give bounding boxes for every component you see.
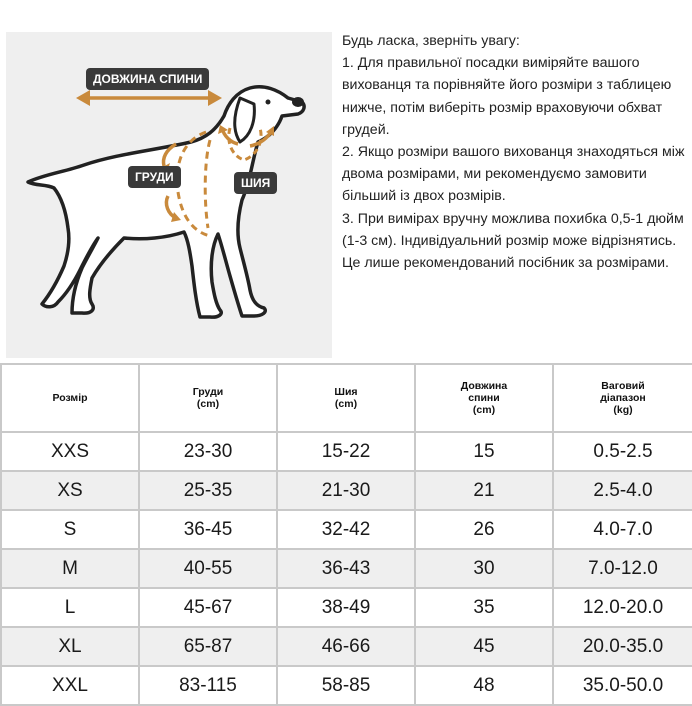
table-row [1, 627, 692, 666]
sizing-notes [342, 30, 687, 274]
header-chest: Груди (cm) [139, 364, 277, 432]
chest-cell: 65-87 [139, 627, 277, 666]
size-cell: L [1, 588, 139, 627]
back-length-cell: 21 [415, 471, 553, 510]
chest-cell: 36-45 [139, 510, 277, 549]
weight-cell: 4.0-7.0 [553, 510, 692, 549]
size-chart-table [0, 363, 692, 706]
back-length-label: ДОВЖИНА СПИНИ [86, 68, 209, 90]
chest-cell: 23-30 [139, 432, 277, 471]
back-length-cell: 35 [415, 588, 553, 627]
note-item: 3. При вимірах вручну можлива похибка 0,5-1 дюйм (1-3 см). Індивідуальний розмір може відрізнятись. [342, 210, 684, 249]
chest-cell: 83-115 [139, 666, 277, 705]
weight-cell: 2.5-4.0 [553, 471, 692, 510]
weight-cell: 35.0-50.0 [553, 666, 692, 705]
back-length-cell: 45 [415, 627, 553, 666]
note-item: 2. Якщо розміри вашого вихованця знаходяться між двома розмірами, ми рекомендуємо замовити більший із двох розмірів. [342, 144, 685, 205]
size-cell: M [1, 549, 139, 588]
table-row [1, 471, 692, 510]
weight-cell: 12.0-20.0 [553, 588, 692, 627]
table-row [1, 588, 692, 627]
header-neck: Шия (cm) [277, 364, 415, 432]
table-header-row [1, 364, 692, 432]
size-cell: S [1, 510, 139, 549]
neck-cell: 58-85 [277, 666, 415, 705]
neck-cell: 38-49 [277, 588, 415, 627]
chest-cell: 25-35 [139, 471, 277, 510]
weight-cell: 20.0-35.0 [553, 627, 692, 666]
neck-cell: 15-22 [277, 432, 415, 471]
back-length-cell: 15 [415, 432, 553, 471]
notes-heading: Будь ласка, зверніть увагу: [342, 33, 520, 49]
header-back-length: Довжина спини (cm) [415, 364, 553, 432]
neck-cell: 36-43 [277, 549, 415, 588]
chest-cell: 40-55 [139, 549, 277, 588]
size-cell: XL [1, 627, 139, 666]
chest-label: ГРУДИ [128, 166, 181, 188]
neck-cell: 46-66 [277, 627, 415, 666]
size-cell: XXS [1, 432, 139, 471]
table-row [1, 510, 692, 549]
neck-cell: 21-30 [277, 471, 415, 510]
size-cell: XS [1, 471, 139, 510]
size-cell: XXL [1, 666, 139, 705]
back-length-cell: 30 [415, 549, 553, 588]
dog-measurement-illustration [6, 32, 332, 358]
chest-cell: 45-67 [139, 588, 277, 627]
weight-cell: 7.0-12.0 [553, 549, 692, 588]
neck-label: ШИЯ [234, 172, 277, 194]
back-length-cell: 26 [415, 510, 553, 549]
table-row [1, 666, 692, 705]
neck-cell: 32-42 [277, 510, 415, 549]
table-row [1, 549, 692, 588]
back-length-cell: 48 [415, 666, 553, 705]
header-size: Розмір [1, 364, 139, 432]
note-item: 1. Для правильної посадки виміряйте вашого вихованця та порівняйте його розміри з таблицею нижче, потім виберіть розмір враховуючи обхват грудей. [342, 55, 672, 138]
table-row [1, 432, 692, 471]
weight-cell: 0.5-2.5 [553, 432, 692, 471]
header-weight-range: Ваговий діапазон (kg) [553, 364, 692, 432]
note-item: Це лише рекомендований посібник за розмірами. [342, 255, 669, 272]
